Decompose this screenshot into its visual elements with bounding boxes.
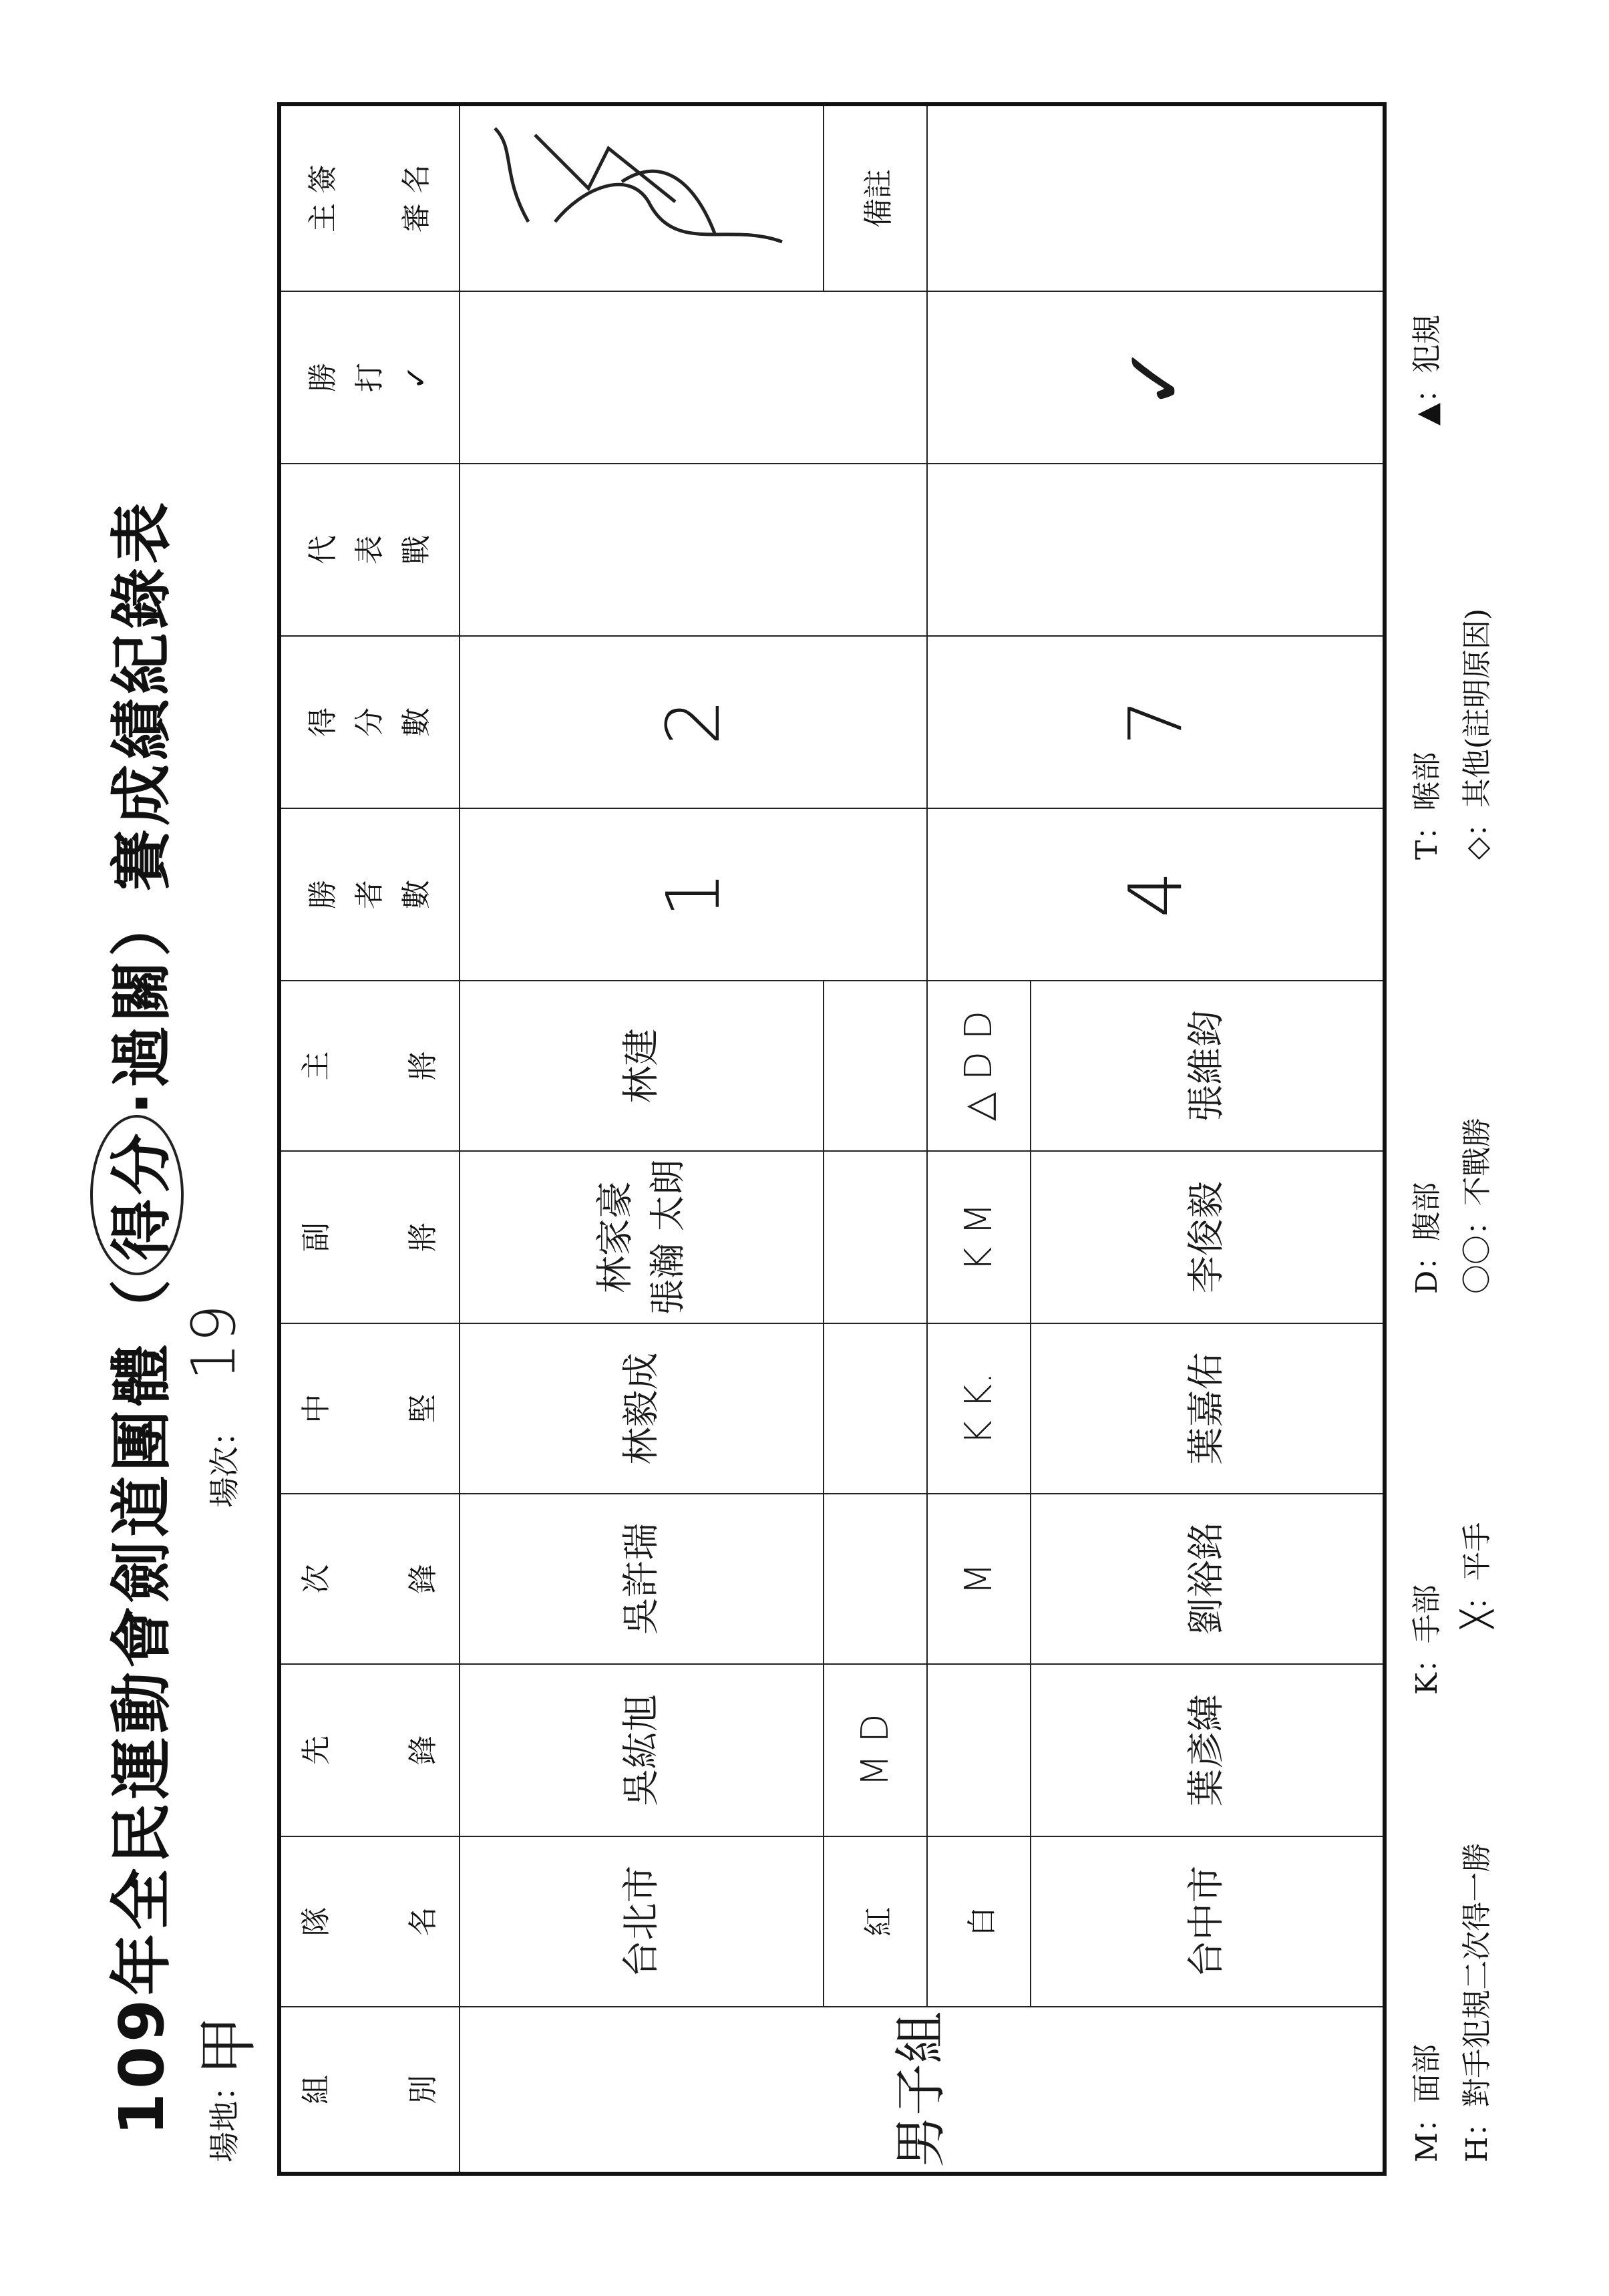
remarks-header: 備註: [824, 104, 927, 291]
legend-d: D：腹部: [1410, 1182, 1444, 1294]
signature-cell: [460, 104, 824, 291]
white-wins: 4: [927, 808, 1385, 981]
white-team-cell: [1031, 1836, 1385, 2007]
legend-t: T：喉部: [1410, 752, 1444, 860]
white-pos1: 葉彥緯: [1031, 1664, 1385, 1836]
red-wins: 1: [460, 808, 927, 981]
header-group: 組 別: [279, 2007, 460, 2174]
title-paren: （: [106, 1275, 178, 1341]
red-score-pos4: [824, 1151, 927, 1323]
header-pos1: 先 鋒: [279, 1664, 460, 1836]
red-label: 紅: [861, 1907, 896, 1937]
white-points: 7: [927, 636, 1385, 808]
white-rep: [927, 464, 1385, 636]
red-label-cell: [824, 1836, 927, 2007]
white-team-name: 台中市: [1185, 1865, 1228, 1978]
legend-m: M：面部: [1410, 2043, 1444, 2162]
white-pos4: 李俊毅: [1031, 1151, 1385, 1323]
group-cell: [460, 2007, 1385, 2174]
white-pos2: 劉裕銘: [1031, 1494, 1385, 1664]
white-winner: ✓: [927, 291, 1385, 464]
venue-value: 甲: [193, 2015, 263, 2076]
handwritten-signature: [475, 115, 809, 282]
title-circled-option: 得分: [90, 1115, 184, 1275]
title-prefix: 109年全民運動會劍道團體: [106, 1340, 178, 2136]
white-label: 白: [964, 1907, 999, 1937]
legend-oo: 〇〇：不戰勝: [1460, 1118, 1494, 1294]
header-signature: 主 簽 審 名: [279, 104, 460, 291]
red-pos5: 林建: [460, 981, 824, 1151]
match-label: 場次：: [206, 1416, 242, 1508]
header-points: 得 分 數: [279, 636, 460, 808]
header-rep: 代 表 戰: [279, 464, 460, 636]
white-score-pos5: △ D D: [927, 981, 1031, 1151]
red-rep: [460, 464, 927, 636]
legend-h: H：對手犯規二次得一勝: [1460, 1842, 1494, 2162]
header-winner: 勝 打 ✓: [279, 291, 460, 464]
white-pos3: 葉嘉佑: [1031, 1323, 1385, 1494]
legend-k: K：手部: [1410, 1585, 1444, 1695]
legend-x: ╳：平手: [1460, 1522, 1494, 1628]
remarks-cell: [927, 104, 1385, 291]
red-points: 2: [460, 636, 927, 808]
red-pos2: 吳許瑞: [460, 1494, 824, 1664]
red-winner: [460, 291, 927, 464]
red-score-pos5: [824, 981, 927, 1151]
red-score-pos1: M D: [824, 1664, 927, 1836]
legend-diamond: ◇：其他(註明原因): [1460, 608, 1494, 860]
red-score-pos2: [824, 1494, 927, 1664]
red-score-pos3: [824, 1323, 927, 1494]
white-label-cell: [927, 1836, 1031, 2007]
white-score-pos3: K K.: [927, 1323, 1031, 1494]
red-team-cell: [460, 1836, 824, 2007]
header-pos4: 副 將: [279, 1151, 460, 1323]
red-pos3: 林毅成: [460, 1323, 824, 1494]
red-pos1: 吳紘旭: [460, 1664, 824, 1836]
venue-label: 場地：: [206, 2070, 242, 2162]
score-table: [277, 102, 1387, 2176]
white-pos5: 張維鈞: [1031, 981, 1385, 1151]
group-value: 男子組: [890, 2011, 951, 2168]
white-score-pos1: [927, 1664, 1031, 1836]
title-suffix: ·過關）賽成績紀錄表: [106, 498, 178, 1115]
white-score-pos4: K M: [927, 1151, 1031, 1323]
header-pos2: 次 鋒: [279, 1494, 460, 1664]
white-score-pos2: M: [927, 1494, 1031, 1664]
match-value: 19: [179, 1304, 249, 1381]
red-team-name: 台北市: [619, 1865, 663, 1978]
header-pos3: 中 堅: [279, 1323, 460, 1494]
page-title: [90, 498, 184, 2136]
red-pos4: 林家豪 張瀚 太朗: [460, 1151, 824, 1323]
header-team: 隊 名: [279, 1836, 460, 2007]
header-wins: 勝 者 數: [279, 808, 460, 981]
legend-triangle: ▲：犯規: [1410, 315, 1444, 426]
header-pos5: 主 將: [279, 981, 460, 1151]
